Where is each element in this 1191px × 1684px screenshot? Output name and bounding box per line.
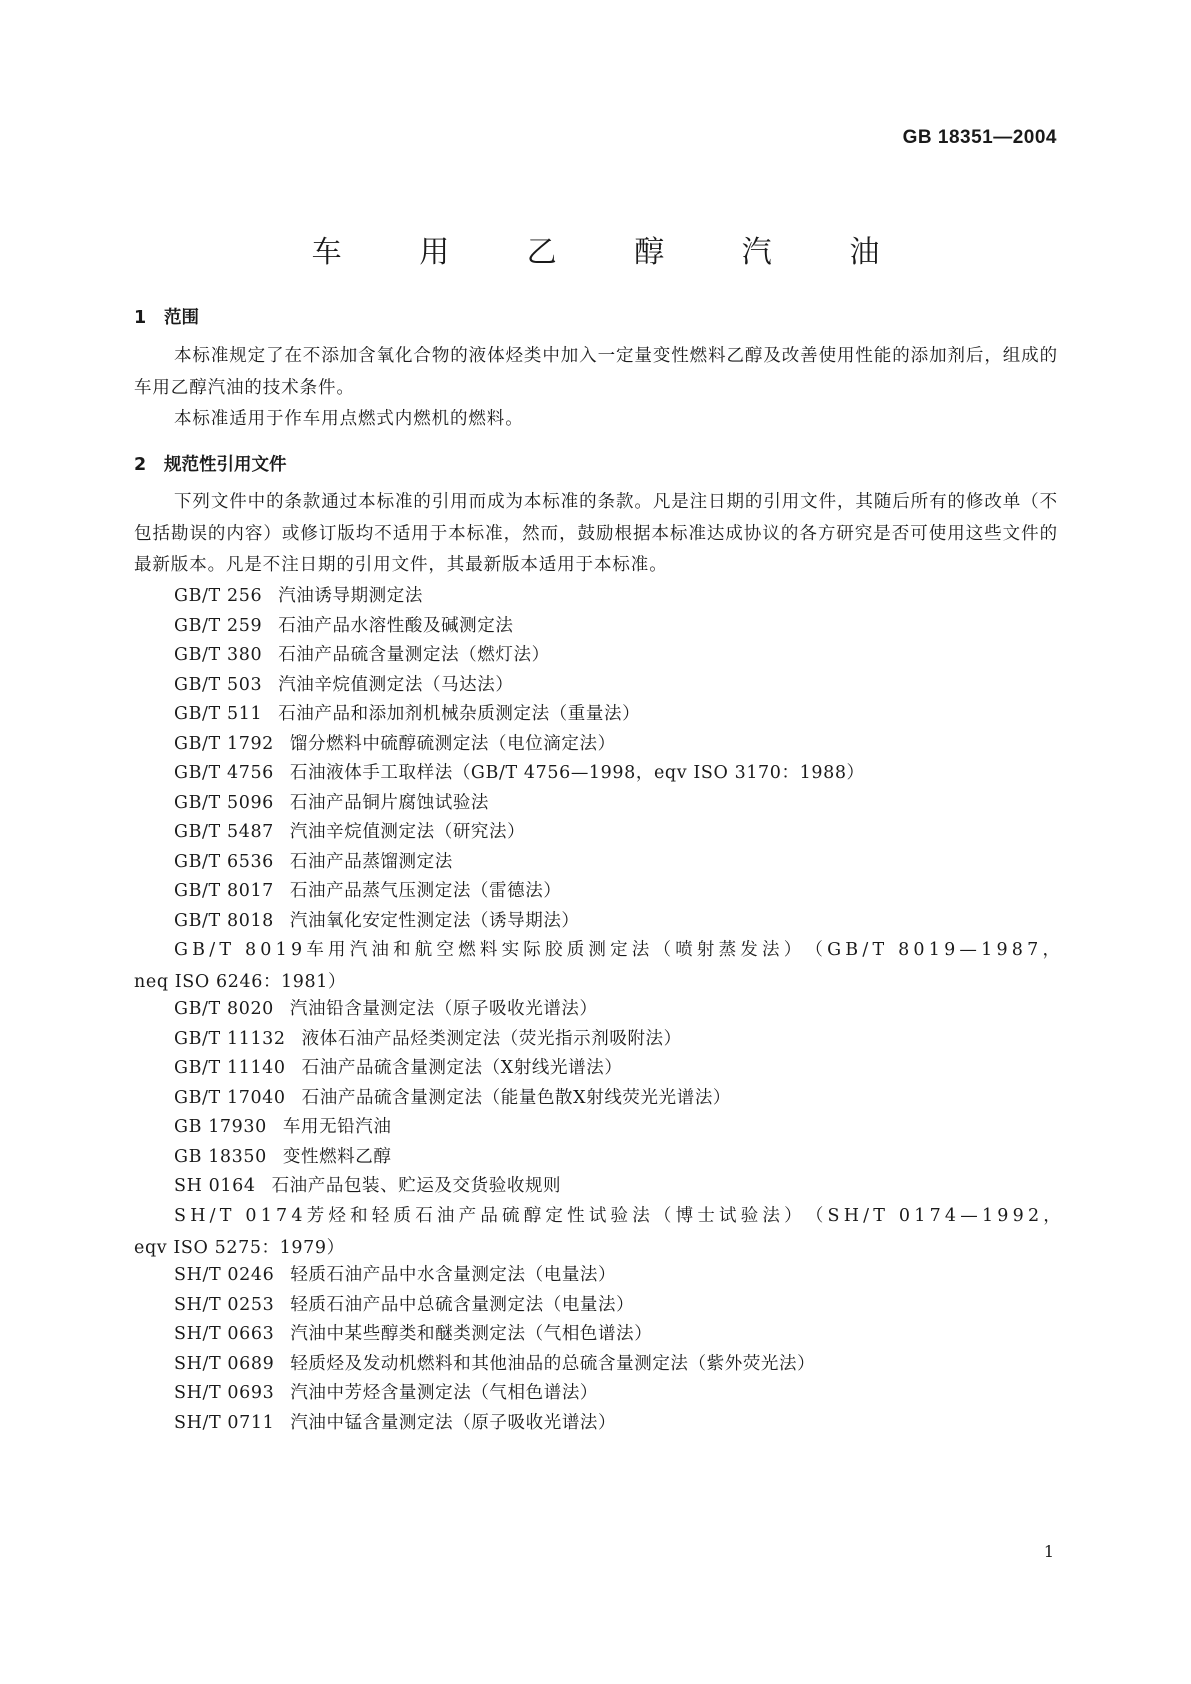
section-1-title: 范围: [164, 308, 199, 328]
ref-title: 汽油中锰含量测定法（原子吸收光谱法）: [290, 1413, 617, 1433]
ref-item: [174, 581, 423, 613]
section-1-paragraph-1: 本标准规定了在不添加含氧化合物的液体烃类中加入一定量变性燃料乙醇及改善使用性能的添加剂后，组成的车用乙醇汽油的技术条件。: [134, 346, 1058, 398]
ref-title: 石油产品铜片腐蚀试验法: [289, 793, 490, 813]
ref-title: 石油产品包装、贮运及交货验收规则: [271, 1176, 562, 1196]
ref-code: GB/T 5096: [174, 793, 274, 813]
ref-code: GB/T 6536: [174, 852, 274, 872]
ref-continuation: neq ISO 6246：1981）: [134, 971, 347, 992]
standard-code: GB 18351—2004: [902, 127, 1057, 148]
ref-item: [174, 906, 580, 938]
ref-code: GB/T 8019: [174, 940, 307, 960]
ref-title: 轻质烃及发动机燃料和其他油品的总硫含量测定法（紫外荧光法）: [290, 1354, 816, 1374]
ref-code: GB/T 4756: [174, 763, 274, 783]
ref-code: GB/T 380: [174, 645, 263, 665]
ref-title: 汽油铅含量测定法（原子吸收光谱法）: [289, 999, 598, 1019]
ref-title: 车用无铅汽油: [282, 1117, 392, 1137]
ref-code: SH/T 0711: [174, 1413, 275, 1433]
ref-title: 馏分燃料中硫醇硫测定法（电位滴定法）: [289, 734, 616, 754]
section-1-heading: [134, 304, 199, 329]
ref-title: 芳烃和轻质石油产品硫醇定性试验法（博士试验法）: [306, 1206, 806, 1226]
ref-code: GB/T 256: [174, 586, 263, 606]
ref-code: GB/T 11132: [174, 1029, 286, 1049]
ref-title: 石油产品硫含量测定法（能量色散X射线荧光光谱法）: [301, 1088, 732, 1108]
section-2-number: 2: [134, 455, 147, 475]
ref-code: GB/T 8020: [174, 999, 274, 1019]
ref-title: 汽油诱导期测定法: [278, 586, 423, 606]
section-2-title: 规范性引用文件: [164, 455, 287, 475]
ref-title: 石油产品蒸馏测定法: [289, 852, 453, 872]
ref-item: [174, 1142, 391, 1174]
ref-code: GB/T 8017: [174, 881, 274, 901]
ref-title: 石油产品硫含量测定法（X射线光谱法）: [301, 1058, 623, 1078]
ref-item: [174, 1053, 622, 1085]
ref-first-line: [134, 935, 1065, 967]
page-number: 1: [1043, 1542, 1054, 1561]
ref-first-line: [134, 1201, 1065, 1233]
ref-code: SH/T 0246: [174, 1265, 275, 1285]
ref-item: [174, 788, 489, 820]
ref-title: 石油产品蒸气压测定法（雷德法）: [289, 881, 562, 901]
ref-title: 石油产品水溶性酸及碱测定法: [278, 616, 514, 636]
ref-title: 石油液体手工取样法（GB/T 4756—1998，eqv ISO 3170：1988）: [289, 763, 865, 783]
ref-item: [174, 817, 525, 849]
ref-title: 汽油辛烷值测定法（研究法）: [289, 822, 526, 842]
ref-code: SH/T 0663: [174, 1324, 275, 1344]
ref-code: SH/T 0174: [174, 1206, 307, 1226]
ref-item: [174, 670, 514, 702]
ref-title: 汽油中芳烃含量测定法（气相色谱法）: [290, 1383, 599, 1403]
ref-title: 汽油氧化安定性测定法（诱导期法）: [289, 911, 580, 931]
ref-item: [174, 1260, 616, 1292]
ref-item-wrapped: [134, 1201, 1065, 1264]
ref-title: 车用汽油和航空燃料实际胶质测定法（喷射蒸发法）: [306, 940, 806, 960]
ref-code: GB/T 503: [174, 675, 263, 695]
ref-title: 石油产品和添加剂机械杂质测定法（重量法）: [278, 704, 641, 724]
ref-code: SH/T 0693: [174, 1383, 275, 1403]
ref-title: 轻质石油产品中总硫含量测定法（电量法）: [290, 1295, 635, 1315]
ref-item: [174, 699, 640, 731]
ref-item: [174, 1349, 815, 1381]
ref-item: [174, 758, 865, 790]
ref-item: [174, 1290, 634, 1322]
ref-code: GB/T 1792: [174, 734, 274, 754]
ref-title: 汽油中某些醇类和醚类测定法（气相色谱法）: [290, 1324, 653, 1344]
section-1-number: 1: [134, 308, 147, 328]
ref-code: GB/T 5487: [174, 822, 274, 842]
ref-code: SH/T 0253: [174, 1295, 275, 1315]
section-2-heading: [134, 451, 287, 476]
ref-item-wrapped: [134, 935, 1065, 998]
ref-item: [174, 994, 598, 1026]
ref-title: 变性燃料乙醇: [282, 1147, 392, 1167]
ref-code: GB/T 259: [174, 616, 263, 636]
ref-code: GB 18350: [174, 1147, 267, 1167]
ref-code: GB/T 11140: [174, 1058, 286, 1078]
ref-item: [174, 1083, 731, 1115]
ref-item: [174, 1319, 652, 1351]
ref-title: 液体石油产品烃类测定法（荧光指示剂吸附法）: [301, 1029, 682, 1049]
ref-code: GB 17930: [174, 1117, 267, 1137]
ref-item: [174, 611, 514, 643]
ref-item: [174, 1024, 682, 1056]
document-title: 车 用 乙 醇 汽 油: [311, 235, 914, 270]
ref-edition: （SH/T 0174—1992，: [805, 1206, 1065, 1226]
ref-item: [174, 1408, 616, 1440]
ref-continuation: eqv ISO 5275：1979）: [134, 1237, 345, 1258]
ref-code: SH 0164: [174, 1176, 256, 1196]
ref-item: [174, 847, 453, 879]
section-2-intro: 下列文件中的条款通过本标准的引用而成为本标准的条款。凡是注日期的引用文件，其随后所有的修改单（不包括勘误的内容）或修订版均不适用于本标准，然而，鼓励根据本标准达成协议的各方研究是否可使用这些文件的最新版本。凡是不注日期的引用文件，其最新版本适用于本标准。: [134, 492, 1058, 575]
ref-edition: （GB/T 8019—1987，: [805, 940, 1065, 960]
ref-item: [174, 729, 616, 761]
ref-item: [174, 1112, 391, 1144]
ref-item: [174, 876, 561, 908]
ref-item: [174, 640, 550, 672]
ref-code: GB/T 511: [174, 704, 263, 724]
ref-title: 石油产品硫含量测定法（燃灯法）: [278, 645, 550, 665]
ref-code: GB/T 17040: [174, 1088, 286, 1108]
ref-code: SH/T 0689: [174, 1354, 275, 1374]
section-1-paragraph-2: 本标准适用于作车用点燃式内燃机的燃料。: [174, 409, 524, 429]
ref-title: 汽油辛烷值测定法（马达法）: [278, 675, 514, 695]
ref-title: 轻质石油产品中水含量测定法（电量法）: [290, 1265, 617, 1285]
ref-item: [174, 1171, 561, 1203]
ref-code: GB/T 8018: [174, 911, 274, 931]
ref-item: [174, 1378, 598, 1410]
